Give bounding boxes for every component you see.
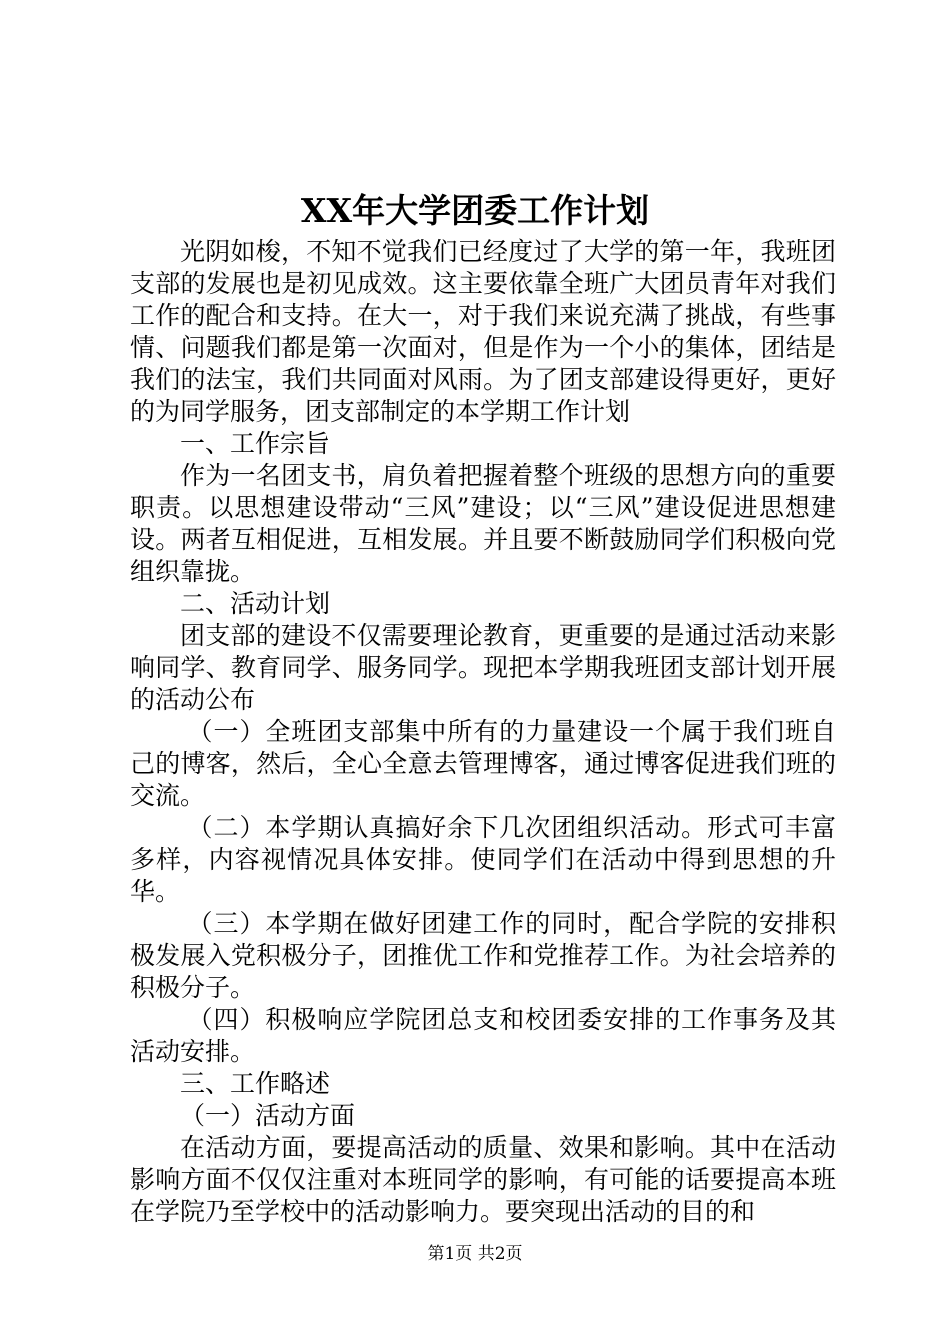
activities-paragraph: 在活动方面，要提高活动的质量、效果和影响。其中在活动影响方面不仅仅注重对本班同学的影响，有可能的话要提高本班在学院乃至学校中的活动影响力。要突现出活动的目的和	[130, 1133, 836, 1226]
page-footer: 第1页 共2页	[427, 1244, 523, 1264]
section-heading-activity-plan: 二、活动计划	[180, 589, 331, 618]
intro-paragraph: 光阴如梭，不知不觉我们已经度过了大学的第一年，我班团支部的发展也是初见成效。这主要依靠全班广大团员青年对我们工作的配合和支持。在大一，对于我们来说充满了挑战，有些事情、问题我们都是第一次面对，但是作为一个小的集体，团结是我们的法宝，我们共同面对风雨。为了团支部建设得更好，更好的为同学服务，团支部制定的本学期工作计划	[130, 237, 836, 426]
section-heading-work-summary: 三、工作略述	[180, 1069, 331, 1098]
activity-plan-paragraph: 团支部的建设不仅需要理论教育，更重要的是通过活动来影响同学、教育同学、服务同学。现把本学期我班团支部计划开展的活动公布	[130, 621, 836, 714]
purpose-paragraph: 作为一名团支书，肩负着把握着整个班级的思想方向的重要职责。以思想建设带动“三风”建设；以“三风”建设促进思想建设。两者互相促进，互相发展。并且要不断鼓励同学们积极向党组织靠拢。	[130, 461, 836, 586]
document-body	[130, 236, 836, 1228]
plan-item-1: （一）全班团支部集中所有的力量建设一个属于我们班自己的博客，然后，全心全意去管理博客，通过博客促进我们班的交流。	[130, 717, 836, 810]
section-heading-purpose: 一、工作宗旨	[180, 429, 331, 458]
plan-item-3: （三）本学期在做好团建工作的同时，配合学院的安排积极发展入党积极分子，团推优工作和党推荐工作。为社会培养的积极分子。	[130, 909, 836, 1002]
plan-item-2: （二）本学期认真搞好余下几次团组织活动。形式可丰富多样，内容视情况具体安排。使同学们在活动中得到思想的升华。	[130, 813, 836, 906]
document-title: XX年大学团委工作计划	[300, 191, 650, 230]
plan-item-4: （四）积极响应学院团总支和校团委安排的工作事务及其活动安排。	[130, 1005, 836, 1066]
subsection-heading-activities: （一）活动方面	[180, 1101, 356, 1130]
